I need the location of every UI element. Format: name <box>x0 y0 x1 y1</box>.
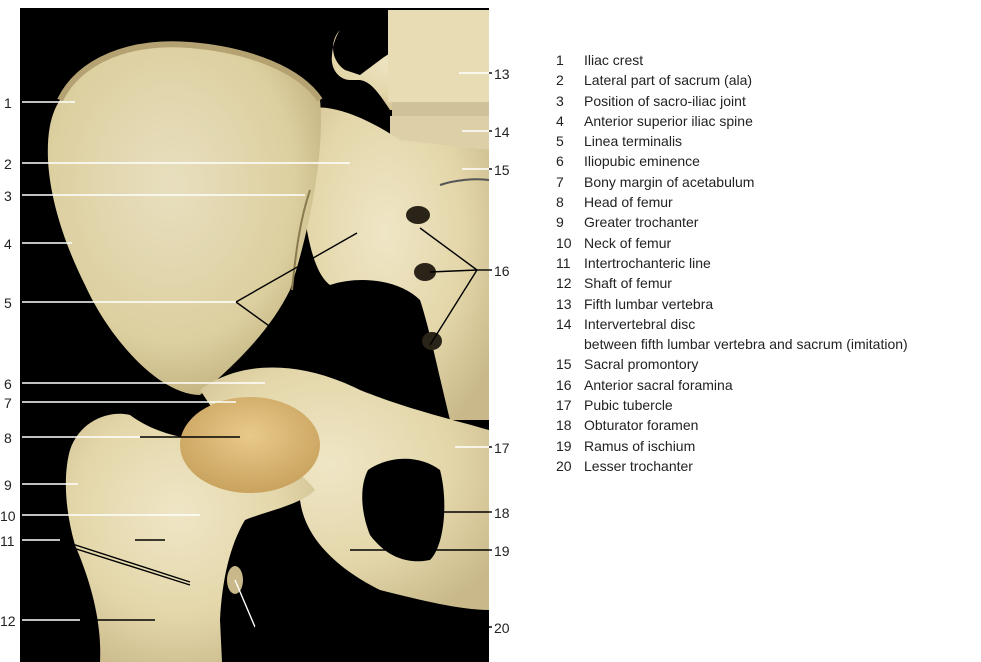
legend-item <box>556 395 976 415</box>
callout-6: 6 <box>4 376 12 392</box>
callout-2: 2 <box>4 156 12 172</box>
legend-text: Intertrochanteric line <box>584 254 711 271</box>
legend-text: Obturator foramen <box>584 417 699 434</box>
callout-20: 20 <box>494 620 510 636</box>
legend-number: 15 <box>556 356 572 373</box>
legend-text: Position of sacro-iliac joint <box>584 92 746 109</box>
legend-item <box>556 131 976 151</box>
legend-text: between fifth lumbar vertebra and sacrum (imitation) <box>584 336 908 353</box>
legend-text: Head of femur <box>584 194 673 211</box>
legend-text: Bony margin of acetabulum <box>584 173 755 190</box>
legend-item <box>556 273 976 293</box>
legend-item <box>556 253 976 273</box>
callout-5: 5 <box>4 295 12 311</box>
legend-item <box>556 70 976 90</box>
callout-4: 4 <box>4 236 12 252</box>
legend-item <box>556 415 976 435</box>
callout-7: 7 <box>4 395 12 411</box>
legend-number: 16 <box>556 376 572 393</box>
legend-text: Anterior superior iliac spine <box>584 112 753 129</box>
legend-text: Iliac crest <box>584 52 644 68</box>
legend-text: Lateral part of sacrum (ala) <box>584 72 753 89</box>
callout-14: 14 <box>494 124 510 140</box>
legend-item <box>556 354 976 374</box>
callout-17: 17 <box>494 440 510 456</box>
legend-number: 9 <box>556 214 564 231</box>
callout-3: 3 <box>4 188 12 204</box>
legend-number: 7 <box>556 173 564 190</box>
legend-item <box>556 233 976 253</box>
legend-text: Fifth lumbar vertebra <box>584 295 714 312</box>
fifth-lumbar-vertebra <box>332 10 489 116</box>
legend-item <box>556 172 976 192</box>
legend-number: 12 <box>556 275 572 292</box>
legend-number: 18 <box>556 417 572 434</box>
legend-text: Anterior sacral foramina <box>584 376 733 393</box>
legend-number: 11 <box>556 254 571 271</box>
callout-16: 16 <box>494 263 510 279</box>
legend-text: Intervertebral disc <box>584 315 696 332</box>
legend-item <box>556 91 976 111</box>
legend-number: 5 <box>556 133 564 150</box>
callout-11: 11 <box>0 533 15 549</box>
legend-number: 13 <box>556 295 572 312</box>
legend-number: 1 <box>556 52 564 68</box>
legend-item <box>556 111 976 131</box>
legend-text: Neck of femur <box>584 234 672 251</box>
legend-item-continuation <box>556 334 976 354</box>
legend-number: 4 <box>556 112 564 129</box>
legend-item <box>556 151 976 171</box>
callout-9: 9 <box>4 477 12 493</box>
legend-text: Sacral promontory <box>584 356 699 373</box>
legend-number <box>556 334 584 354</box>
legend-number: 3 <box>556 92 564 109</box>
iliac-wing <box>48 44 321 395</box>
callout-15: 15 <box>494 162 510 178</box>
legend-number: 14 <box>556 315 572 332</box>
callout-19: 19 <box>494 543 510 559</box>
legend-text: Pubic tubercle <box>584 397 673 414</box>
legend-item <box>556 294 976 314</box>
callout-12: 12 <box>0 613 16 629</box>
legend-number: 2 <box>556 72 564 89</box>
legend-number: 6 <box>556 153 564 170</box>
legend-number: 17 <box>556 397 572 414</box>
legend-text: Lesser trochanter <box>584 457 693 474</box>
legend-number: 20 <box>556 457 572 474</box>
callout-18: 18 <box>494 505 510 521</box>
legend-text: Shaft of femur <box>584 275 672 292</box>
legend-number: 8 <box>556 194 564 211</box>
legend-item <box>556 436 976 456</box>
legend-item <box>556 212 976 232</box>
legend-item <box>556 314 976 334</box>
callout-1: 1 <box>4 95 12 111</box>
legend-number: 19 <box>556 437 572 454</box>
legend-text: Iliopubic eminence <box>584 153 700 170</box>
sacrum <box>300 107 489 420</box>
callout-10: 10 <box>0 508 16 524</box>
legend-text: Ramus of ischium <box>584 437 696 454</box>
callout-8: 8 <box>4 430 12 446</box>
legend-number: 10 <box>556 234 572 251</box>
legend-item <box>556 375 976 395</box>
legend-text: Linea terminalis <box>584 133 683 150</box>
legend-item <box>556 50 976 70</box>
callout-13: 13 <box>494 66 510 82</box>
legend-text: Greater trochanter <box>584 214 699 231</box>
legend-item <box>556 192 976 212</box>
legend <box>556 50 976 476</box>
legend-item <box>556 456 976 476</box>
